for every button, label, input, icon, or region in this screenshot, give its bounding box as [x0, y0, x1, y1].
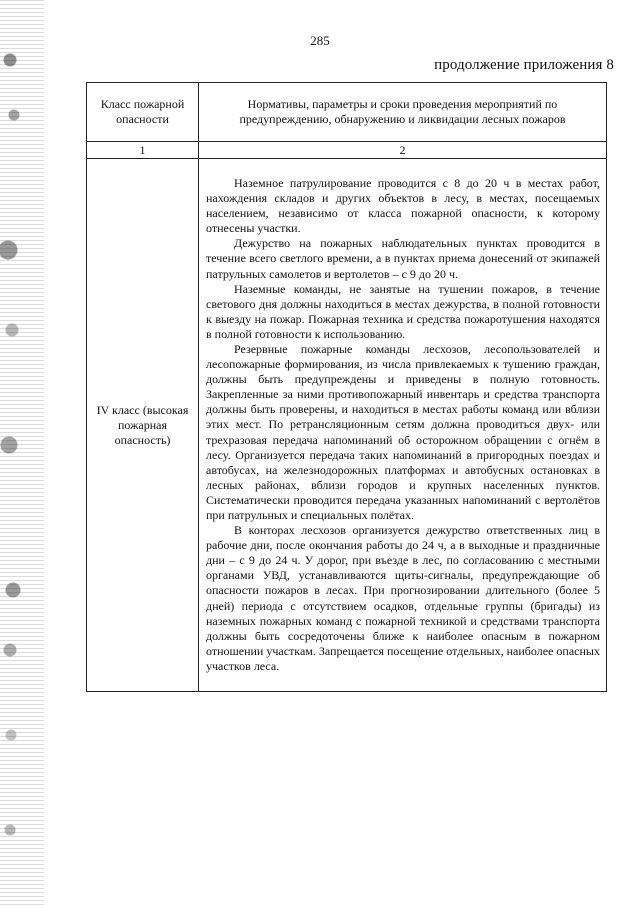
column-number-row — [87, 142, 607, 159]
measures-cell — [199, 159, 607, 692]
column-number-2: 2 — [199, 142, 607, 159]
fire-class-cell: IV класс (высокая пожарная опасность) — [87, 159, 199, 692]
continuation-label: продолжение приложения 8 — [434, 57, 614, 73]
page-number: 285 — [310, 33, 330, 48]
scan-edge-noise — [0, 0, 44, 908]
table-row — [87, 159, 607, 692]
fire-measures-table — [86, 82, 607, 692]
table-header-row — [87, 83, 607, 142]
header-measures: Нормативы, параметры и сроки проведения мероприятий по предупреждению, обнаружению и ликвидации лесных пожаров — [199, 83, 607, 142]
header-fire-class: Класс пожарной опасности — [87, 83, 199, 142]
paragraph-reserve-teams: Резервные пожарные команды лесхозов, лесопользователей и лесопожарные формирования, из числа привлекаемых к тушению граждан, должны быть предупреждены и приведены в полную готовность. Закрепленные за ними противопожарный инвентарь и средства транспорта должны быть проверены, и находиться в местах работы команд или вблизи этих мест. По ретрансляционным сетям должна проводиться двух- или трехразовая передача напоминаний об осторожном обращении с огнём в лесу. Организуется передача таких напоминаний в пригородных поездах и автобусах, на железнодорожных платформах и автобусных остановках в лесных районах, вблизи городов и крупных населенных пунктов. Систематически проводится передача указанных напоминаний с вертолётов при патрульных и специальных полётах. — [206, 341, 600, 523]
paragraph-office-duty: В конторах лесхозов организуется дежурство ответственных лиц в рабочие дни, после окончания работы до 24 ч, а в выходные и праздничные дни – с 9 до 24 ч. У дорог, при въезде в лес, по согласованию с местными органами УВД, устанавливаются щиты-сигналы, предупреждающие об опасности пожаров в лесах. При прогнозировании длительного (более 5 дней) периода с отсутствием осадков, отдельные группы (бригады) из наземных пожарных команд с пожарной техникой и средствами транспорта должны быть сосредоточены ближе к наиболее опасным в пожарном отношении участкам. Запрещается посещение отдельных, наиболее опасных участков леса. — [206, 523, 600, 673]
paragraph-ground-patrol: Наземное патрулирование проводится с 8 до 20 ч в местах работ, нахождения складов и других объектов в лесу, в местах, посещаемых населением, независимо от класса пожарной опасности, к которому отнесены участки. — [206, 175, 600, 236]
paragraph-ground-teams: Наземные команды, не занятые на тушении пожаров, в течение светового дня должны находиться в местах дежурства, в полной готовности к выезду на пожар. Пожарная техника и средства пожаротушения находятся в полной готовности к использованию. — [206, 281, 600, 341]
paragraph-observation-duty: Дежурство на пожарных наблюдательных пунктах проводится в течение всего светлого времени, а в пунктах приема донесений от экипажей патрульных самолетов и вертолетов – с 9 до 20 ч. — [206, 236, 600, 281]
column-number-1: 1 — [87, 142, 199, 159]
